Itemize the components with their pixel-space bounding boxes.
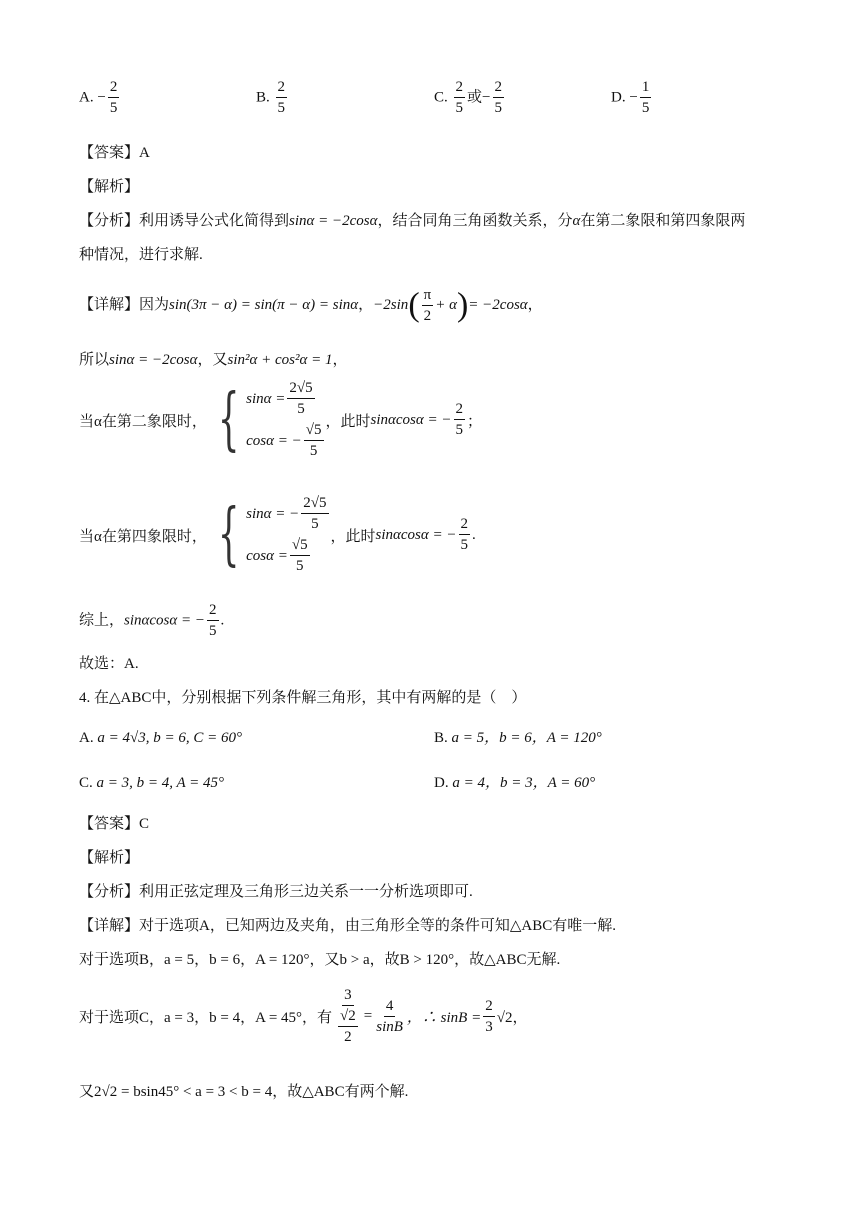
equation: = −2cosα [468, 297, 528, 313]
fraction [454, 80, 466, 116]
compound-fraction [334, 988, 362, 1045]
denominator: 5 [494, 100, 502, 116]
option-label: D. [611, 89, 626, 106]
minus-sign: − [482, 89, 491, 106]
text: √2， [496, 1010, 528, 1026]
equation: ，∴ sinB = [406, 1010, 482, 1026]
fraction [493, 80, 505, 116]
q3-option-b [256, 80, 289, 116]
minus-sign: − [97, 89, 106, 106]
equation: sinαcosα = − [370, 411, 452, 428]
fraction [374, 999, 405, 1035]
equation: sin(3π − α) = sin(π − α) = sinα [169, 297, 359, 313]
equation: + α [435, 297, 457, 313]
numerator: 2 [454, 402, 466, 420]
system-row-cos [246, 538, 330, 574]
equation: sinαcosα = − [124, 612, 206, 629]
text: ，结合同角三角函数关系，分 [377, 213, 573, 229]
equation-system [246, 381, 325, 459]
q3-fenxi-line1 [79, 211, 745, 231]
numerator: 2 [276, 80, 288, 98]
fraction [483, 999, 495, 1035]
text: ， [358, 297, 374, 313]
left-brace: { [217, 495, 240, 574]
equation: sin²α + cos²α = 1 [227, 352, 333, 368]
text: 综上， [79, 612, 125, 629]
q4-stem: 4. 在△ABC中，分别根据下列条件解三角形，其中有两解的是（ ） [79, 690, 527, 706]
equation: sinαcosα = − [375, 526, 457, 543]
q3-option-a [79, 80, 121, 116]
equation: sinα = −2cosα [289, 213, 378, 229]
numerator: 3 [342, 988, 354, 1006]
numerator: 2 [483, 999, 495, 1017]
option-label: A. [79, 730, 94, 746]
left-brace: { [217, 380, 240, 459]
text: 【分析】利用诱导公式化简得到 [79, 213, 290, 229]
fraction [422, 288, 434, 324]
q4-answer: 【答案】C [79, 816, 150, 832]
denominator: 5 [309, 443, 318, 459]
numerator: 4 [384, 999, 396, 1017]
option-text: a = 5，b = 6，A = 120° [451, 730, 602, 746]
left-paren: ( [408, 286, 420, 324]
q4-option-c-analysis [79, 988, 527, 1045]
numerator: 2√5 [301, 496, 328, 514]
denominator: 5 [455, 422, 464, 438]
q3-fenxi-line2: 种情况，进行求解. [79, 247, 203, 263]
fraction [304, 423, 324, 459]
q3-choose: 故选：A. [79, 656, 139, 672]
fraction [290, 538, 310, 574]
text: 【详解】因为 [79, 297, 170, 313]
equation: sinα = [246, 390, 286, 407]
text: 当α在第二象限时， [79, 413, 207, 430]
system-row-cos [246, 423, 325, 459]
fraction [207, 603, 219, 639]
fraction [301, 496, 328, 532]
q3-case-fourth-quadrant [79, 496, 476, 574]
numerator: 2 [459, 517, 471, 535]
right-paren: ) [456, 286, 469, 324]
q4-xiangjie-a: 【详解】对于选项A，已知两边及夹角，由三角形全等的条件可知△ABC有唯一解. [79, 918, 616, 934]
q4-last-line: 又2√2 = bsin45° < a = 3 < b = 4，故△ABC有两个解. [79, 1084, 409, 1100]
numerator: 1 [640, 80, 652, 98]
option-label: A. [79, 89, 94, 106]
q4-analysis-heading: 【解析】 [79, 850, 140, 866]
q3-answer: 【答案】A [79, 145, 150, 161]
numerator: 2√5 [287, 381, 314, 399]
q4-option-c [79, 773, 224, 793]
equation-row [79, 988, 527, 1045]
text: . [220, 612, 225, 629]
numerator: 2 [108, 80, 120, 98]
option-label: C. [434, 89, 448, 106]
text: 所以 [79, 352, 110, 368]
text: ，又 [197, 352, 228, 368]
q3-xiangjie-line [79, 283, 543, 327]
numerator: 2 [454, 80, 466, 98]
numerator: π [422, 288, 434, 306]
q3-suoyi-line [79, 350, 348, 370]
denominator: sinB [376, 1018, 403, 1035]
fraction [459, 517, 471, 553]
text: ，此时 [325, 413, 371, 430]
fraction [454, 402, 466, 438]
denominator: 3 [485, 1018, 493, 1035]
equation: sinα = −2cosα [109, 352, 198, 368]
q3-option-d [611, 80, 653, 116]
option-label: C. [79, 775, 93, 791]
denominator: 5 [109, 100, 118, 116]
denominator: 5 [455, 100, 464, 116]
denominator: 2 [344, 1029, 352, 1045]
case-row [79, 496, 476, 574]
numerator: √5 [304, 423, 324, 441]
equation: −2sin [373, 297, 409, 313]
text: . [472, 526, 476, 543]
equation: cosα = [246, 547, 288, 564]
text: 当α在第四象限时， [79, 528, 207, 545]
text: ， [527, 297, 543, 313]
system-row-sin [246, 496, 330, 532]
denominator: 2 [423, 307, 432, 324]
or-text: 或 [467, 89, 483, 106]
option-label: B. [256, 89, 270, 106]
option-label: B. [434, 730, 448, 746]
option-text: a = 3, b = 4, A = 45° [96, 775, 225, 791]
q4-option-b-analysis: 对于选项B，a = 5，b = 6，A = 120°，又b > a，故B > 120°，故△ABC无解. [79, 952, 561, 968]
option-text: a = 4，b = 3，A = 60° [452, 775, 596, 791]
fraction [287, 381, 314, 417]
numerator: √5 [290, 538, 310, 556]
denominator [334, 1006, 362, 1045]
text: ， [332, 352, 348, 368]
q4-fenxi: 【分析】利用正弦定理及三角形三边关系一一分析选项即可. [79, 884, 473, 900]
option-label: D. [434, 775, 449, 791]
q4-option-b [434, 728, 602, 748]
inner-fraction [338, 1009, 358, 1045]
equals-sign: = [363, 1008, 373, 1024]
numerator: 2 [207, 603, 219, 621]
fraction [108, 80, 120, 116]
q4-option-d [434, 773, 595, 793]
denominator: 5 [641, 100, 650, 116]
q3-analysis-heading: 【解析】 [79, 179, 140, 195]
text: ，此时 [330, 528, 376, 545]
text: ； [467, 413, 483, 430]
system-row-sin [246, 381, 325, 417]
q3-case-second-quadrant [79, 381, 482, 459]
text: 在第二象限和第四象限两 [580, 213, 746, 229]
denominator: 5 [296, 558, 304, 574]
equation: sinα = − [246, 505, 300, 522]
alpha-symbol: α [572, 213, 581, 229]
q3-option-c [434, 80, 506, 116]
fraction [276, 80, 288, 116]
equation: cosα = − [246, 432, 302, 449]
denominator: 5 [297, 401, 305, 417]
denominator: 5 [311, 516, 319, 532]
option-text: a = 4√3, b = 6, C = 60° [97, 730, 242, 746]
case-row [79, 381, 482, 459]
minus-sign: − [629, 89, 638, 106]
numerator: √2 [338, 1009, 358, 1027]
q3-summary [79, 603, 224, 639]
denominator: 5 [209, 623, 217, 639]
text: 对于选项C，a = 3，b = 4，A = 45°，有 [79, 1010, 333, 1026]
equation-system [246, 496, 330, 574]
denominator: 5 [277, 100, 286, 116]
numerator: 2 [493, 80, 505, 98]
fraction [640, 80, 652, 116]
denominator: 5 [460, 537, 469, 553]
q4-option-a [79, 728, 242, 748]
